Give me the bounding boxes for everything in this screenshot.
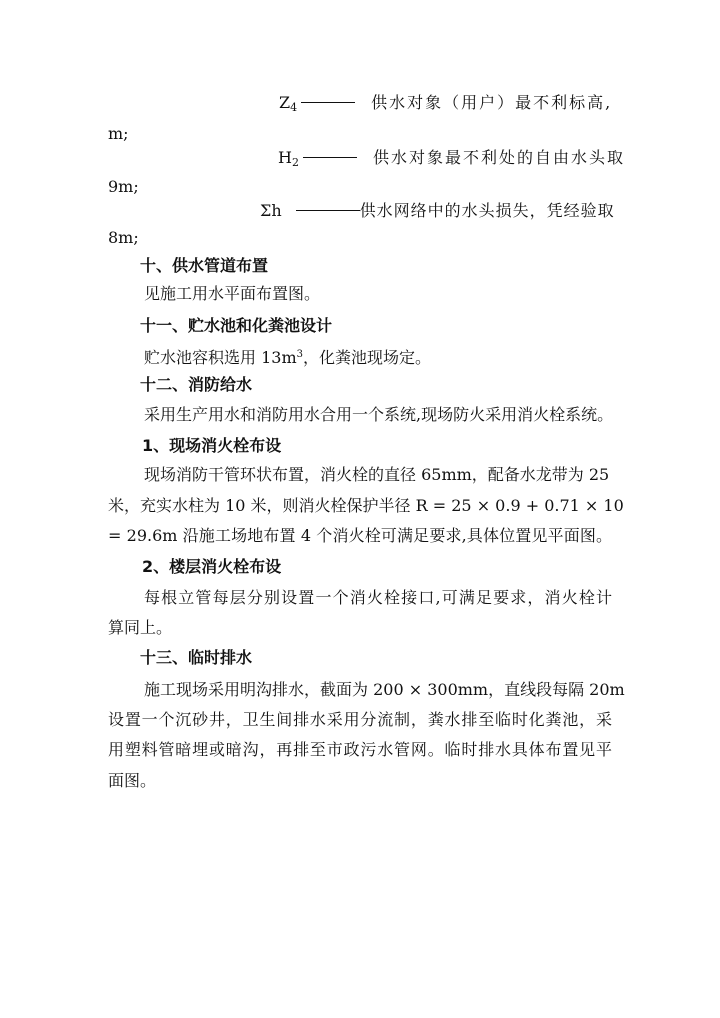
paragraph-line: = 29.6m 沿施工场地布置 4 个消火栓可满足要求,具体位置见平面图。 bbox=[108, 526, 612, 545]
def-description: 供水对象最不利处的自由水头取 bbox=[372, 148, 625, 167]
def-z4-continuation: m; bbox=[108, 124, 129, 143]
paragraph-line: 算同上。 bbox=[108, 618, 173, 637]
paragraph-line: 米，充实水柱为 10 米，则消火栓保护半径 R = 25 × 0.9 + 0.71 × 10 bbox=[108, 496, 624, 515]
heading-section-13: 十三、临时排水 bbox=[140, 648, 253, 667]
def-symbol: Z bbox=[279, 93, 291, 112]
paragraph-line: 现场消防干管环状布置，消火栓的直径 65mm，配备水龙带为 25 bbox=[144, 465, 610, 484]
heading-fire-hydrant-floor: 2、楼层消火栓布设 bbox=[142, 557, 282, 576]
def-subscript: 4 bbox=[290, 101, 298, 114]
def-dash bbox=[301, 102, 355, 103]
heading-section-10: 十、供水管道布置 bbox=[140, 256, 269, 275]
body-text: ，化粪池现场定。 bbox=[303, 348, 432, 367]
def-h2-continuation: 9m; bbox=[108, 177, 139, 196]
superscript: 3 bbox=[296, 349, 303, 360]
section-11-body bbox=[144, 345, 431, 368]
heading-section-11: 十一、贮水池和化粪池设计 bbox=[140, 316, 333, 335]
def-sigma-h bbox=[260, 201, 615, 221]
def-z4 bbox=[279, 93, 612, 118]
paragraph-line: 面图。 bbox=[108, 771, 157, 790]
paragraph-line: 每根立管每层分别设置一个消火栓接口,可满足要求，消火栓计 bbox=[144, 588, 612, 607]
def-description: 供水网络中的水头损失，凭经验取 bbox=[359, 201, 615, 220]
def-description: 供水对象（用户）最不利标高, bbox=[371, 93, 613, 112]
def-sigma-h-continuation: 8m; bbox=[108, 228, 139, 247]
heading-section-12: 十二、消防给水 bbox=[140, 375, 253, 394]
heading-fire-hydrant-site: 1、现场消火栓布设 bbox=[142, 436, 282, 455]
def-dash bbox=[296, 210, 360, 211]
def-dash bbox=[303, 157, 357, 158]
body-text: 贮水池容积选用 13m bbox=[144, 348, 297, 367]
def-h2 bbox=[278, 148, 625, 173]
section-12-body: 采用生产用水和消防用水合用一个系统,现场防火采用消火栓系统。 bbox=[144, 405, 614, 424]
paragraph-line: 用塑料管暗埋或暗沟，再排至市政污水管网。临时排水具体布置见平 bbox=[108, 740, 612, 759]
def-symbol: H bbox=[278, 148, 292, 167]
def-symbol: Σh bbox=[260, 201, 282, 220]
section-10-body: 见施工用水平面布置图。 bbox=[144, 284, 321, 303]
paragraph-line: 施工现场采用明沟排水，截面为 200 × 300mm，直线段每隔 20m bbox=[144, 680, 625, 699]
def-subscript: 2 bbox=[291, 156, 299, 169]
paragraph-line: 设置一个沉砂井，卫生间排水采用分流制，粪水排至临时化粪池，采 bbox=[108, 710, 612, 729]
